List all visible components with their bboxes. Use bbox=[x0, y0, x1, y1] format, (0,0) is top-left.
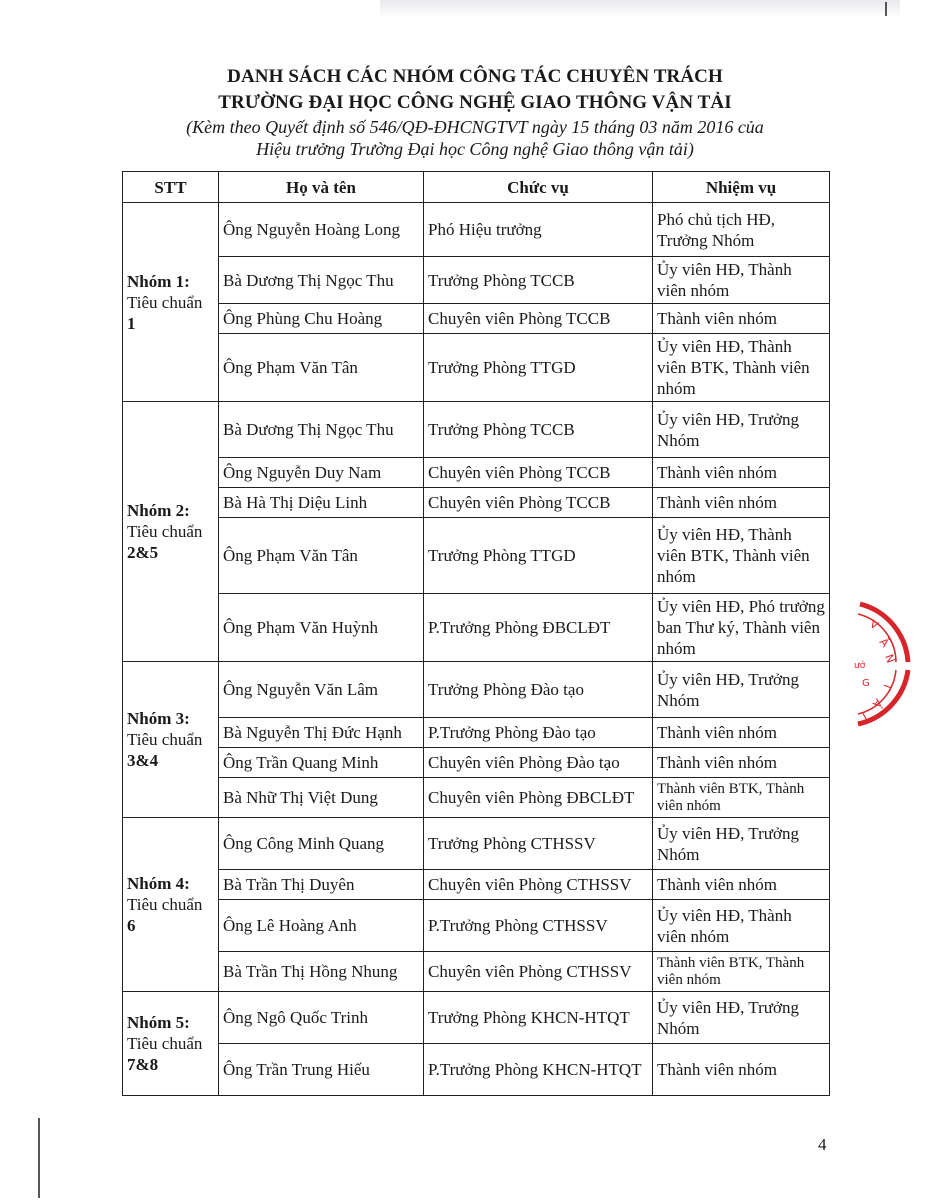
group-cell bbox=[123, 818, 219, 992]
member-duty: Thành viên nhóm bbox=[653, 488, 830, 518]
member-duty: Thành viên nhóm bbox=[653, 1044, 830, 1096]
scan-edge-mark bbox=[38, 1118, 40, 1198]
member-name: Bà Dương Thị Ngọc Thu bbox=[219, 402, 424, 458]
svg-text:ưở: ưở bbox=[854, 661, 866, 671]
document-subtitle-line2: Hiệu trưởng Trường Đại học Công nghệ Giao thông vận tải) bbox=[256, 139, 694, 159]
member-name: Ông Nguyễn Hoàng Long bbox=[219, 203, 424, 257]
member-duty: Thành viên BTK, Thành viên nhóm bbox=[653, 952, 830, 992]
group-criteria-number: 7&8 bbox=[127, 1055, 159, 1074]
member-duty: Thành viên nhóm bbox=[653, 870, 830, 900]
member-name: Bà Nguyễn Thị Đức Hạnh bbox=[219, 718, 424, 748]
member-name: Ông Trần Trung Hiếu bbox=[219, 1044, 424, 1096]
member-position: Trưởng Phòng TTGD bbox=[424, 518, 653, 594]
group-cell bbox=[123, 203, 219, 402]
table-row bbox=[123, 304, 830, 334]
table-row bbox=[123, 1044, 830, 1096]
member-position: P.Trưởng Phòng CTHSSV bbox=[424, 900, 653, 952]
table-row bbox=[123, 952, 830, 992]
group-criteria-number: 3&4 bbox=[127, 751, 159, 770]
table-row bbox=[123, 203, 830, 257]
table-row bbox=[123, 518, 830, 594]
page-number: 4 bbox=[818, 1135, 827, 1154]
group-name: Nhóm 4: bbox=[127, 874, 190, 893]
member-name: Bà Trần Thị Duyên bbox=[219, 870, 424, 900]
table-row bbox=[123, 402, 830, 458]
member-position: Chuyên viên Phòng TCCB bbox=[424, 458, 653, 488]
svg-text:I: I bbox=[859, 709, 869, 723]
scan-shadow bbox=[380, 0, 900, 18]
member-duty: Thành viên nhóm bbox=[653, 748, 830, 778]
scan-edge-mark bbox=[885, 2, 887, 16]
member-name: Bà Nhữ Thị Việt Dung bbox=[219, 778, 424, 818]
member-name: Ông Công Minh Quang bbox=[219, 818, 424, 870]
table-row bbox=[123, 870, 830, 900]
table-row bbox=[123, 900, 830, 952]
svg-text:Ă: Ă bbox=[876, 635, 892, 650]
member-duty: Thành viên nhóm bbox=[653, 718, 830, 748]
member-position: Trưởng Phòng TCCB bbox=[424, 257, 653, 304]
table-row bbox=[123, 488, 830, 518]
group-criteria-label: Tiêu chuẩn bbox=[127, 522, 203, 541]
member-name: Ông Phạm Văn Tân bbox=[219, 518, 424, 594]
member-position: P.Trưởng Phòng KHCN-HTQT bbox=[424, 1044, 653, 1096]
official-seal bbox=[852, 596, 912, 731]
table-row bbox=[123, 257, 830, 304]
group-name: Nhóm 2: bbox=[127, 501, 190, 520]
group-criteria-label: Tiêu chuẩn bbox=[127, 895, 203, 914]
member-duty: Ủy viên HĐ, Phó trưởng ban Thư ký, Thành viên nhóm bbox=[653, 594, 830, 662]
member-duty: Ủy viên HĐ, Trưởng Nhóm bbox=[653, 402, 830, 458]
group-cell bbox=[123, 402, 219, 662]
group-name: Nhóm 1: bbox=[127, 271, 190, 291]
group-cell bbox=[123, 662, 219, 818]
table-row bbox=[123, 594, 830, 662]
member-duty: Ủy viên HĐ, Trưởng Nhóm bbox=[653, 818, 830, 870]
member-name: Bà Hà Thị Diệu Linh bbox=[219, 488, 424, 518]
svg-text:V: V bbox=[867, 617, 881, 633]
svg-text:G: G bbox=[862, 678, 870, 689]
member-position: Chuyên viên Phòng TCCB bbox=[424, 304, 653, 334]
member-position: Phó Hiệu trưởng bbox=[424, 203, 653, 257]
svg-text:N: N bbox=[882, 652, 898, 665]
staff-table bbox=[122, 171, 830, 1096]
member-position: Trưởng Phòng KHCN-HTQT bbox=[424, 992, 653, 1044]
table-row bbox=[123, 662, 830, 718]
group-name: Nhóm 5: bbox=[127, 1013, 190, 1032]
group-criteria-label: Tiêu chuẩn bbox=[127, 292, 203, 312]
table-row bbox=[123, 778, 830, 818]
table-row bbox=[123, 992, 830, 1044]
member-duty: Ủy viên HĐ, Trưởng Nhóm bbox=[653, 992, 830, 1044]
member-duty: Thành viên nhóm bbox=[653, 304, 830, 334]
svg-text:Ả: Ả bbox=[869, 696, 885, 711]
member-position: P.Trưởng Phòng ĐBCLĐT bbox=[424, 594, 653, 662]
svg-text:T: T bbox=[879, 680, 895, 692]
member-duty: Phó chủ tịch HĐ, Trưởng Nhóm bbox=[653, 203, 830, 257]
member-name: Ông Trần Quang Minh bbox=[219, 748, 424, 778]
column-header-stt: STT bbox=[123, 172, 219, 203]
member-duty: Thành viên BTK, Thành viên nhóm bbox=[653, 778, 830, 818]
member-name: Ông Phùng Chu Hoàng bbox=[219, 304, 424, 334]
member-name: Ông Phạm Văn Huỳnh bbox=[219, 594, 424, 662]
group-criteria-label: Tiêu chuẩn bbox=[127, 1034, 203, 1053]
member-position: Chuyên viên Phòng CTHSSV bbox=[424, 952, 653, 992]
member-name: Ông Ngô Quốc Trinh bbox=[219, 992, 424, 1044]
member-duty: Ủy viên HĐ, Thành viên nhóm bbox=[653, 900, 830, 952]
table-row bbox=[123, 748, 830, 778]
member-name: Ông Nguyễn Văn Lâm bbox=[219, 662, 424, 718]
member-position: Chuyên viên Phòng CTHSSV bbox=[424, 870, 653, 900]
member-duty: Ủy viên HĐ, Thành viên nhóm bbox=[653, 257, 830, 304]
member-position: Chuyên viên Phòng ĐBCLĐT bbox=[424, 778, 653, 818]
table-row bbox=[123, 818, 830, 870]
member-duty: Ủy viên HĐ, Thành viên BTK, Thành viên nhóm bbox=[653, 518, 830, 594]
member-position: Chuyên viên Phòng Đào tạo bbox=[424, 748, 653, 778]
column-header-position: Chức vụ bbox=[424, 172, 653, 203]
member-position: Chuyên viên Phòng TCCB bbox=[424, 488, 653, 518]
member-position: Trưởng Phòng TTGD bbox=[424, 334, 653, 402]
member-position: Trưởng Phòng CTHSSV bbox=[424, 818, 653, 870]
table-row bbox=[123, 334, 830, 402]
document-header bbox=[120, 64, 830, 160]
group-criteria-number: 1 bbox=[127, 313, 136, 333]
member-name: Ông Nguyễn Duy Nam bbox=[219, 458, 424, 488]
member-name: Ông Phạm Văn Tân bbox=[219, 334, 424, 402]
member-position: P.Trưởng Phòng Đào tạo bbox=[424, 718, 653, 748]
column-header-name: Họ và tên bbox=[219, 172, 424, 203]
member-position: Trưởng Phòng TCCB bbox=[424, 402, 653, 458]
member-position: Trưởng Phòng Đào tạo bbox=[424, 662, 653, 718]
member-name: Bà Trần Thị Hồng Nhung bbox=[219, 952, 424, 992]
table-row bbox=[123, 458, 830, 488]
document-title-line2: TRƯỜNG ĐẠI HỌC CÔNG NGHỆ GIAO THÔNG VẬN TẢI bbox=[218, 92, 732, 113]
member-name: Bà Dương Thị Ngọc Thu bbox=[219, 257, 424, 304]
document-subtitle-line1: (Kèm theo Quyết định số 546/QĐ-ĐHCNGTVT ngày 15 tháng 03 năm 2016 của bbox=[186, 117, 764, 137]
document-title-line1: DANH SÁCH CÁC NHÓM CÔNG TÁC CHUYÊN TRÁCH bbox=[227, 66, 723, 87]
group-criteria-number: 6 bbox=[127, 916, 136, 935]
member-duty: Ủy viên HĐ, Trưởng Nhóm bbox=[653, 662, 830, 718]
column-header-duty: Nhiệm vụ bbox=[653, 172, 830, 203]
member-duty: Thành viên nhóm bbox=[653, 458, 830, 488]
group-criteria-label: Tiêu chuẩn bbox=[127, 730, 203, 749]
table-row bbox=[123, 718, 830, 748]
group-name: Nhóm 3: bbox=[127, 709, 190, 728]
group-cell bbox=[123, 992, 219, 1096]
group-criteria-number: 2&5 bbox=[127, 543, 159, 562]
member-name: Ông Lê Hoàng Anh bbox=[219, 900, 424, 952]
member-duty: Ủy viên HĐ, Thành viên BTK, Thành viên nhóm bbox=[653, 334, 830, 402]
table-header-row bbox=[123, 172, 830, 203]
table-body bbox=[123, 203, 830, 1096]
